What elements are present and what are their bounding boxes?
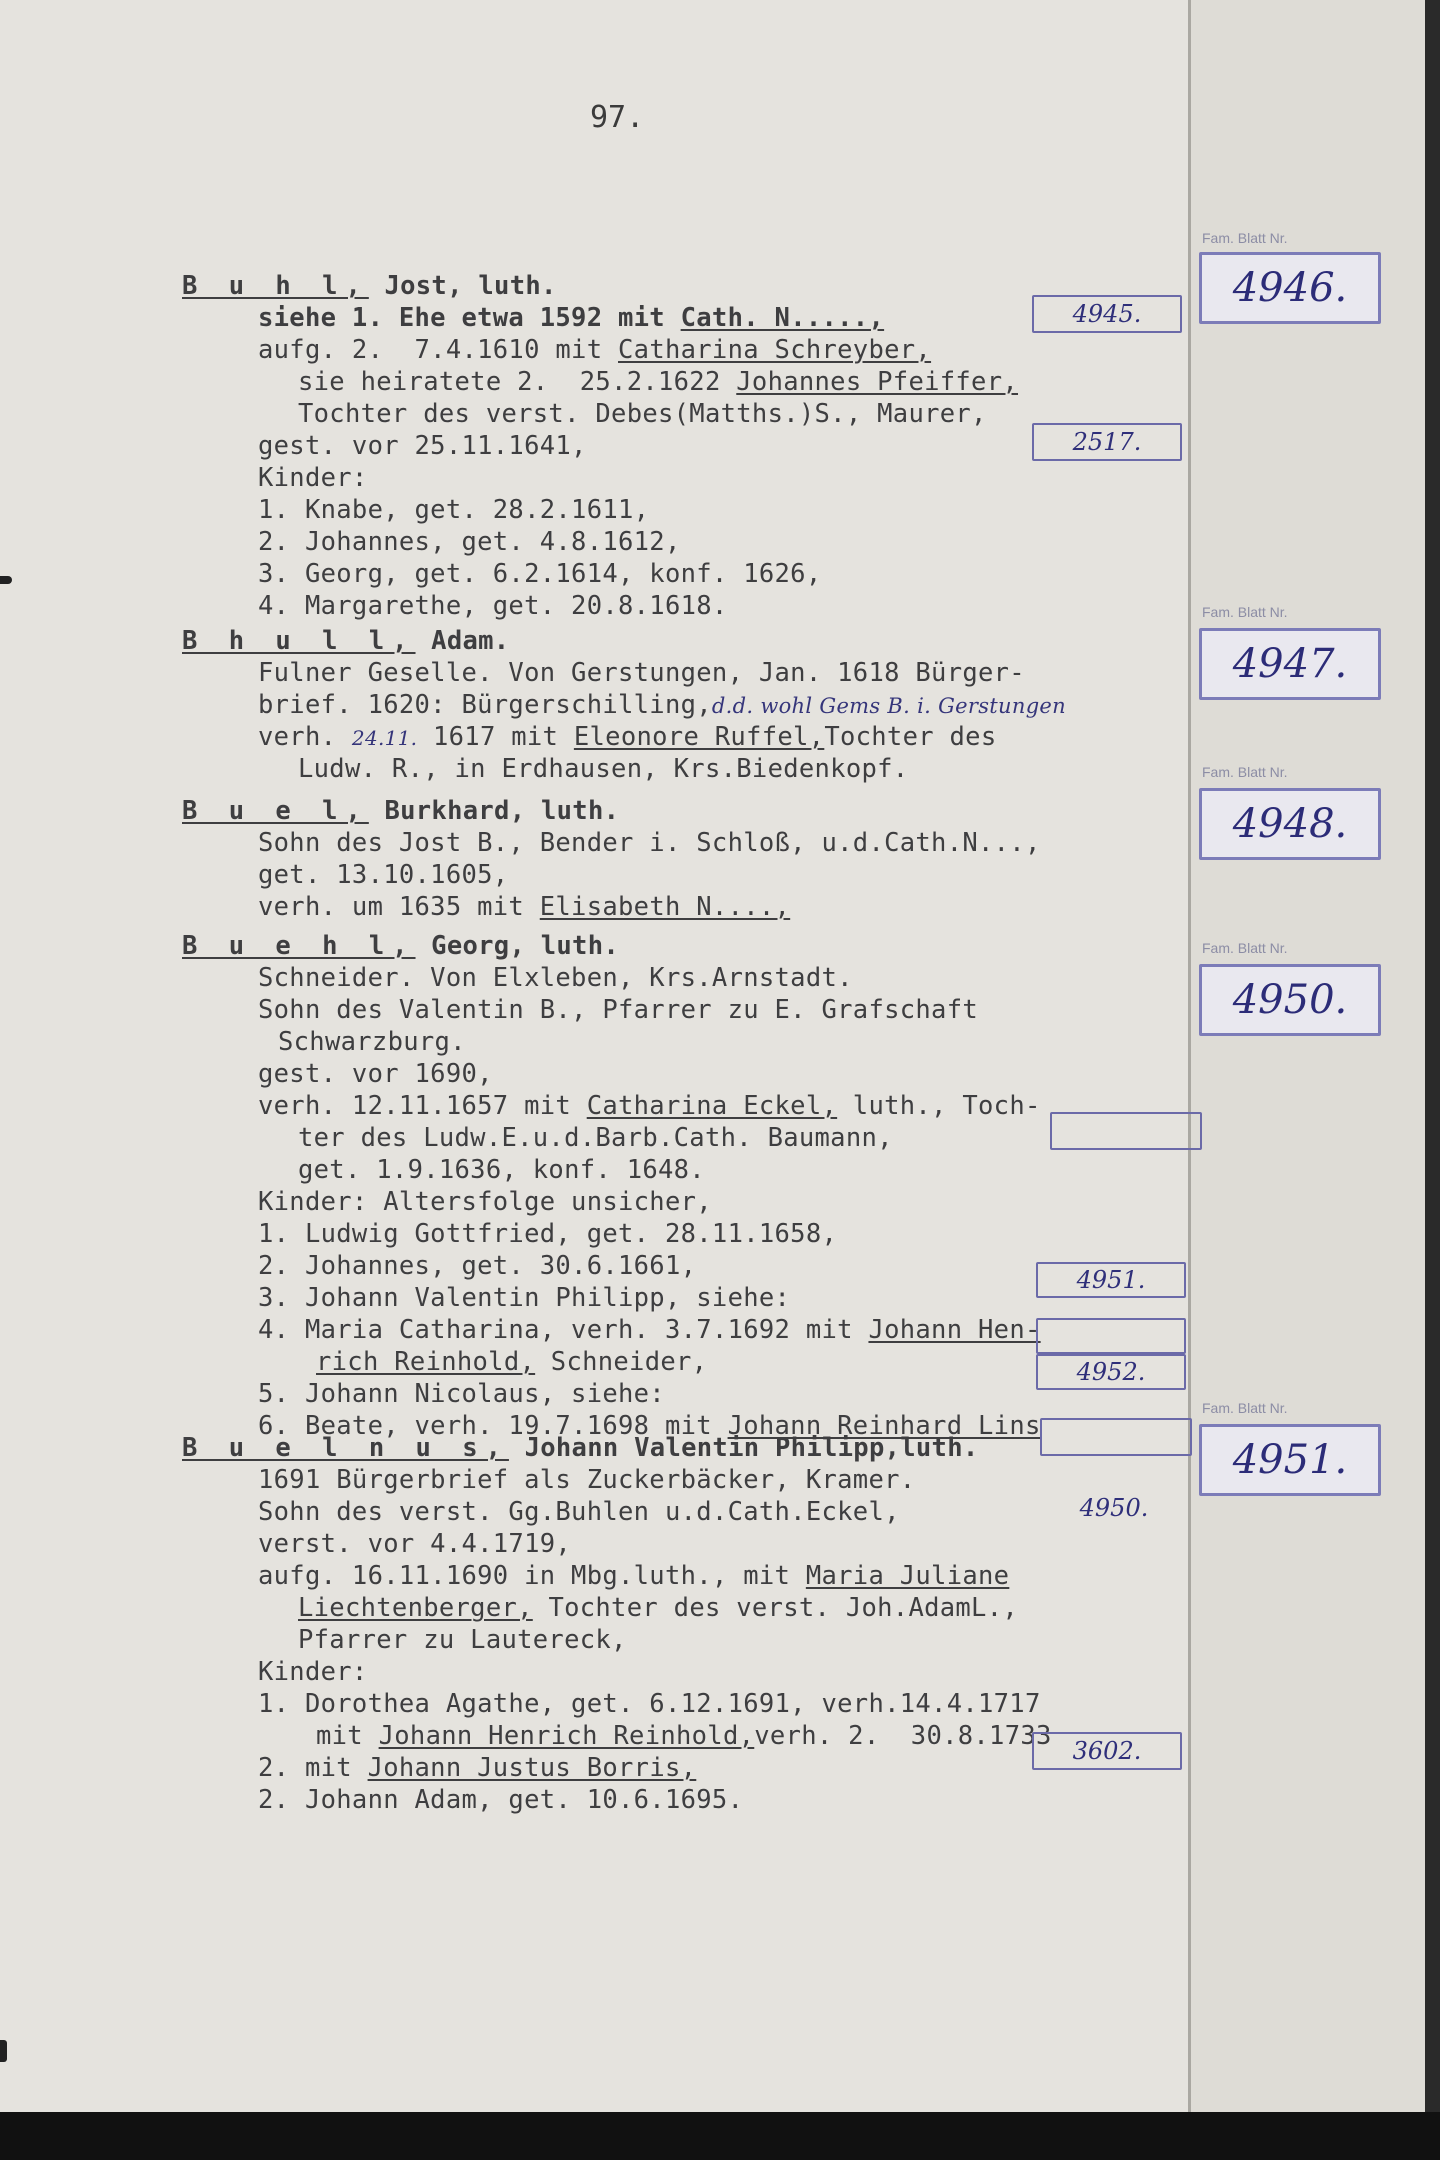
entry-line	[316, 1720, 1052, 1752]
text: Tochter des verst. Joh.AdamL.,	[532, 1593, 1019, 1623]
surname: B u h l,	[182, 271, 369, 301]
surname: B h u l l,	[182, 626, 416, 656]
entry-line: get. 13.10.1605,	[258, 860, 509, 890]
scan-edge	[1425, 0, 1440, 2160]
underlined-name: Johannes Pfeiffer,	[736, 367, 1019, 397]
text: 2. mit	[258, 1753, 368, 1783]
text: siehe 1. Ehe etwa 1592 mit	[258, 303, 681, 333]
entry-line: 3. Johann Valentin Philipp, siehe:	[258, 1283, 791, 1313]
reference-box: 4952.	[1036, 1354, 1186, 1390]
entry-line: 3. Georg, get. 6.2.1614, konf. 1626,	[258, 559, 822, 589]
entry-line: gest. vor 25.11.1641,	[258, 431, 587, 461]
text: aufg. 16.11.1690 in Mbg.luth., mit	[258, 1561, 806, 1591]
underlined-name: Johann Henrich Reinhold,	[378, 1721, 755, 1751]
text: verh. 2. 30.8.1733	[754, 1721, 1052, 1751]
text: verh. um 1635 mit	[258, 892, 540, 922]
column-divider	[1188, 0, 1191, 2112]
entry-line: 2. Johann Adam, get. 10.6.1695.	[258, 1785, 744, 1815]
handwritten-note: d.d. wohl Gems B. i. Gerstungen	[711, 694, 1066, 718]
text: luth., Toch-	[837, 1091, 1041, 1121]
reference-number: 4950.	[1079, 1494, 1149, 1522]
text: Schneider,	[535, 1347, 708, 1377]
text: sie heiratete 2. 25.2.1622	[298, 367, 737, 397]
reference-box: 2517.	[1032, 423, 1182, 461]
underlined-name: Maria Juliane	[805, 1561, 1010, 1591]
text: Tochter des	[824, 722, 997, 752]
entry-line: 4. Margarethe, get. 20.8.1618.	[258, 591, 728, 621]
surname: B u e h l,	[182, 931, 416, 961]
text: verh. 12.11.1657 mit	[258, 1091, 587, 1121]
entry-line: Sohn des Valentin B., Pfarrer zu E. Grafschaft	[258, 995, 979, 1025]
empty-reference-box	[1040, 1418, 1192, 1456]
entry-line: 1. Dorothea Agathe, get. 6.12.1691, verh.14.4.1717	[258, 1689, 1041, 1719]
entry-line: 2. Johannes, get. 4.8.1612,	[258, 527, 681, 557]
given-name: Adam.	[415, 626, 510, 656]
given-name: Burkhard, luth.	[368, 796, 620, 826]
entry-line: 1. Knabe, get. 28.2.1611,	[258, 495, 650, 525]
fam-blatt-label: Fam. Blatt Nr.	[1202, 230, 1288, 246]
entry-line: Tochter des verst. Debes(Matths.)S., Maurer,	[298, 399, 987, 429]
underlined-name: rich Reinhold,	[316, 1347, 536, 1377]
handwritten-date: 24.11.	[351, 726, 418, 750]
entry-line: Fulner Geselle. Von Gerstungen, Jan. 1618 Bürger-	[258, 658, 1025, 688]
empty-reference-box	[1050, 1112, 1202, 1150]
reference-box: 4951.	[1036, 1262, 1186, 1298]
text: 6. Beate, verh. 19.7.1698 mit	[258, 1411, 728, 1441]
underlined-name: Catharina Eckel,	[586, 1091, 838, 1121]
underlined-name: Johann Reinhard Lins	[727, 1411, 1041, 1441]
text: 4. Maria Catharina, verh. 3.7.1692 mit	[258, 1315, 869, 1345]
entry-line	[258, 334, 931, 366]
fam-blatt-label: Fam. Blatt Nr.	[1202, 764, 1288, 780]
entry-line: Schneider. Von Elxleben, Krs.Arnstadt.	[258, 963, 853, 993]
entry-line: get. 1.9.1636, konf. 1648.	[298, 1155, 705, 1185]
underlined-name: Johann Justus Borris,	[367, 1753, 697, 1783]
surname: B u e l n u s,	[182, 1433, 509, 1463]
fam-blatt-label: Fam. Blatt Nr.	[1202, 940, 1288, 956]
given-name: Jost, luth.	[368, 271, 557, 301]
entry-line	[316, 1346, 707, 1378]
text: mit	[316, 1721, 379, 1751]
entry-line: Kinder: Altersfolge unsicher,	[258, 1187, 712, 1217]
surname: B u e l,	[182, 796, 369, 826]
underlined-name: Liechtenberger,	[298, 1593, 533, 1623]
entry-line	[258, 302, 884, 334]
margin-mark	[0, 576, 12, 584]
family-sheet-number: 4947.	[1199, 628, 1381, 700]
family-sheet-number: 4948.	[1199, 788, 1381, 860]
entry-line	[258, 1560, 1009, 1592]
text: brief. 1620: Bürgerschilling,	[258, 690, 712, 720]
entry-line: verst. vor 4.4.1719,	[258, 1529, 572, 1559]
margin-mark	[0, 2040, 7, 2062]
given-name: Georg, luth.	[415, 931, 620, 961]
underlined-name: Johann Hen-	[868, 1315, 1041, 1345]
entry-line: Pfarrer zu Lautereck,	[298, 1625, 627, 1655]
text: aufg. 2. 7.4.1610 mit	[258, 335, 619, 365]
entry-line: ter des Ludw.E.u.d.Barb.Cath. Baumann,	[298, 1123, 893, 1153]
family-sheet-number: 4951.	[1199, 1424, 1381, 1496]
entry-line: 1. Ludwig Gottfried, get. 28.11.1658,	[258, 1219, 838, 1249]
empty-reference-box	[1036, 1318, 1186, 1354]
entry-heading	[182, 270, 557, 302]
entry-line: Ludw. R., in Erdhausen, Krs.Biedenkopf.	[298, 754, 909, 784]
underlined-name: Cath. N.....,	[680, 303, 885, 333]
reference-box: 4945.	[1032, 295, 1182, 333]
entry-line: Schwarzburg.	[278, 1027, 466, 1057]
entry-line	[258, 721, 997, 754]
entry-line	[298, 366, 1018, 398]
entry-line	[258, 1752, 696, 1784]
entry-line: gest. vor 1690,	[258, 1059, 493, 1089]
entry-heading	[182, 625, 509, 657]
entry-line: Kinder:	[258, 1657, 368, 1687]
entry-line	[298, 1592, 1018, 1624]
entry-heading	[182, 930, 619, 962]
reference-box: 3602.	[1032, 1732, 1182, 1770]
entry-line	[258, 689, 1066, 722]
family-sheet-number: 4946.	[1199, 252, 1381, 324]
underlined-name: Elisabeth N....,	[539, 892, 791, 922]
underlined-name: Eleonore Ruffel,	[573, 722, 825, 752]
entry-line	[258, 1090, 1041, 1122]
entry-heading	[182, 795, 619, 827]
text: verh.	[258, 722, 352, 752]
fam-blatt-label: Fam. Blatt Nr.	[1202, 1400, 1288, 1416]
entry-line: Kinder:	[258, 463, 368, 493]
entry-heading	[182, 1432, 979, 1464]
text: 1617 mit	[417, 722, 574, 752]
given-name: Johann Valentin Philipp,luth.	[508, 1433, 979, 1463]
scan-bottom-edge	[0, 2112, 1440, 2160]
entry-line: 2. Johannes, get. 30.6.1661,	[258, 1251, 697, 1281]
page-number: 97.	[590, 100, 645, 135]
entry-line: Sohn des Jost B., Bender i. Schloß, u.d.Cath.N...,	[258, 828, 1041, 858]
family-sheet-number: 4950.	[1199, 964, 1381, 1036]
underlined-name: Catharina Schreyber,	[618, 335, 932, 365]
entry-line	[258, 1314, 1041, 1346]
fam-blatt-label: Fam. Blatt Nr.	[1202, 604, 1288, 620]
entry-line: 1691 Bürgerbrief als Zuckerbäcker, Kramer.	[258, 1465, 916, 1495]
entry-line: 5. Johann Nicolaus, siehe:	[258, 1379, 665, 1409]
entry-line: Sohn des verst. Gg.Buhlen u.d.Cath.Eckel,	[258, 1497, 900, 1527]
entry-line	[258, 891, 790, 923]
